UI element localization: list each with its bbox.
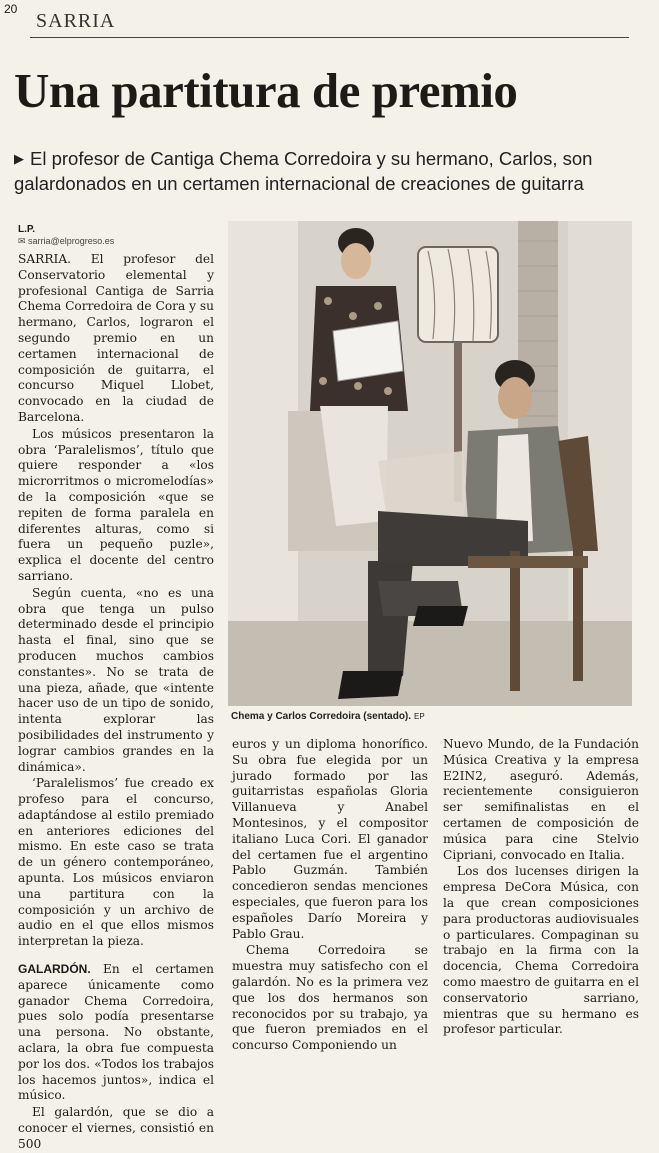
paragraph [18,962,214,1104]
author-email[interactable] [18,236,114,247]
photo-credit: EP [414,712,425,721]
top-rule [30,37,629,38]
column-3 [443,737,639,1038]
column-1 [18,252,214,1153]
column-2 [232,737,428,1054]
paragraph: Los músicos presentaron la obra ‘Paralelismos’, título que quiere responder a «los microrritmos o micromelodías» de la composición «que se repiten de forma paralela en diferentes alturas, como si fuera un pequeño puzle», explica el docente del centro sarriano. [18,426,214,583]
author-email-text: sarria@elprogreso.es [28,236,115,246]
paragraph: euros y un diploma honorífico. Su obra fue elegida por un jurado formado por las guitarristas españolas Gloria Villanueva y Anabel Montesinos, y el compositor italiano Luca Cori. El ganador del certamen fue el argentino Pablo Guzmán. También concedieron sendas menciones especiales, que fueron para los españoles Darío Moreira y Pablo Grau. [232,737,428,941]
byline: L.P. [18,224,36,235]
paragraph: Nuevo Mundo, de la Fundación Música Creativa y la empresa E2IN2, aseguró. Además, recientemente consiguieron ser semifinalistas en el certamen de composición de música para cine Stelvio Cipriani, convocado en Italia. [443,737,639,862]
triangle-bullet-icon: ▶ [14,151,24,166]
email-icon: ✉ [18,236,29,246]
paragraph: Los dos lucenses dirigen la empresa DeCora Música, con la que crean composiciones para productoras audiovisuales o particulares. Compaginan su trabajo en la firma con la docencia, Chema Corredoira como maestro de guitarra en el conservatorio sarriano, mientras que su hermano es profesor particular. [443,864,639,1037]
subhead [14,146,646,196]
paragraph: ‘Paralelismos’ fue creado ex profeso para el concurso, adaptándose al estilo premiado en anteriores ediciones del mismo. En este caso se trata de un género contemporáneo, apunta. Los músicos enviaron una partitura con la composición y un archivo de audio en el que ellos mismos interpretan la pieza. [18,776,214,949]
paragraph-text: En el certamen aparece únicamente como ganador Chema Corredoira, pues solo podía presentarse una persona. No obstante, aclara, la obra fue compuesta por los dos. «Todos los trabajos los hacemos juntos», indica el músico. [18,962,214,1103]
photo-caption [231,711,425,722]
paragraph: Chema Corredoira se muestra muy satisfecho con el galardón. No es la primera vez que los dos hermanos son reconocidos por su trabajo, ya que fueron premiados en el concurso Componiendo un [232,943,428,1053]
paragraph: Según cuenta, «no es una obra que tenga un pulso determinado desde el principio hasta el final, sino que se producen muchos cambios constantes». No se trata de una pieza, añade, que «intente hacer uso de un tipo de sonido, intenta explorar las posibilidades del instrumento y lograr cambios grandes en la dinámica». [18,585,214,774]
section-title: SARRIA [36,10,116,32]
article-photo [228,221,632,706]
subheading-galardon: GALARDÓN. [18,962,91,977]
page-number: 20 [4,2,18,16]
caption-text: Chema y Carlos Corredoira (sentado). [231,711,412,722]
paragraph: El galardón, que se dio a conocer el viernes, consistió en 500 [18,1105,214,1151]
subhead-text: El profesor de Cantiga Chema Corredoira y su hermano, Carlos, son galardonados en un certamen internacional de creaciones de guitarra [14,148,593,194]
paragraph: SARRIA. El profesor del Conservatorio elemental y profesional Cantiga de Sarria Chema Corredoira de Cora y su hermano, Carlos, lograron el segundo premio en un certamen internacional de composición de guitarra, el concurso Miquel Llobet, convocado en la ciudad de Barcelona. [18,252,214,424]
headline: Una partitura de premio [14,63,518,118]
photo-illustration [228,221,632,706]
